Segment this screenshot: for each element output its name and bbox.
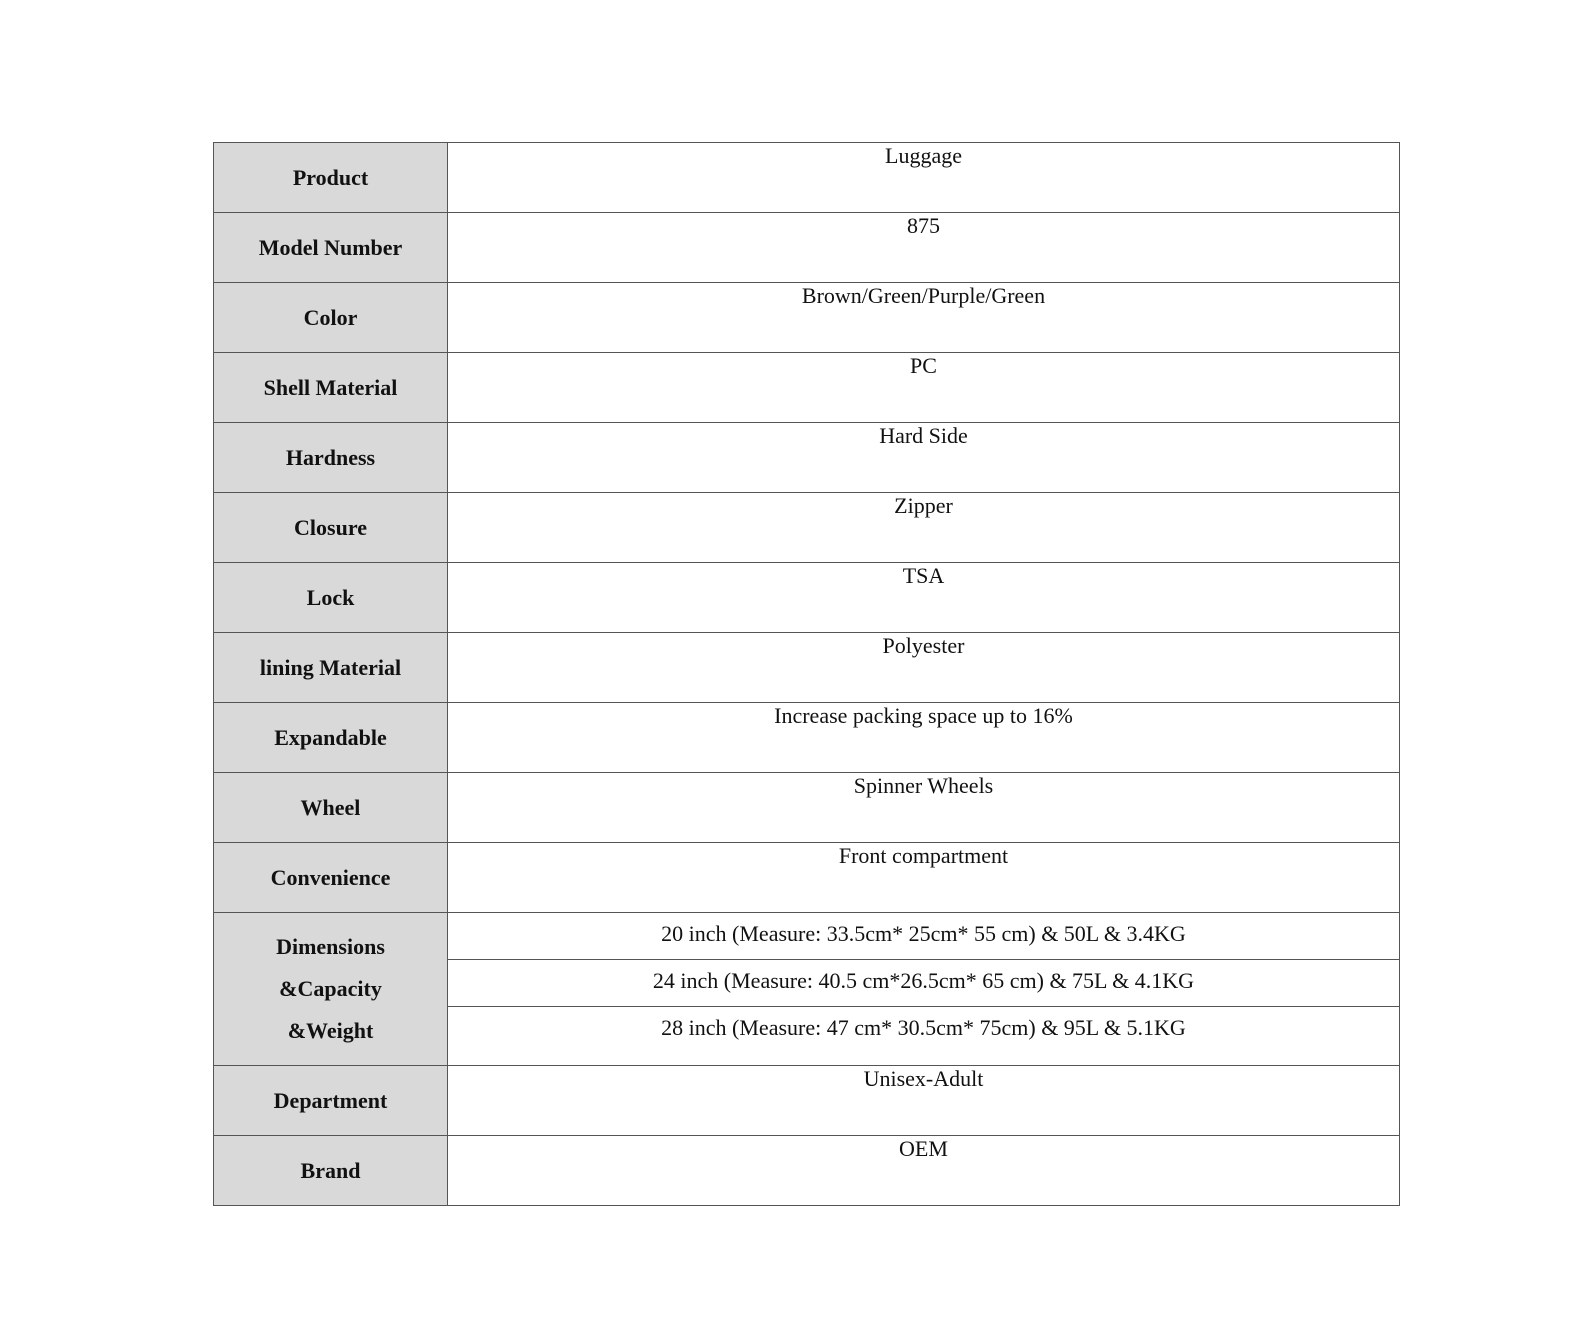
row-label: Color [214, 283, 448, 353]
dimensions-label-line: Dimensions [276, 934, 385, 959]
row-value: OEM [448, 1136, 1400, 1206]
table-row [214, 143, 1400, 213]
row-value: Hard Side [448, 423, 1400, 493]
row-label: Expandable [214, 703, 448, 773]
dimensions-value-28: 28 inch (Measure: 47 cm* 30.5cm* 75cm) & 95L & 5.1KG [448, 1007, 1400, 1066]
row-label: Department [214, 1066, 448, 1136]
table-row [214, 493, 1400, 563]
row-value: Unisex-Adult [448, 1066, 1400, 1136]
table-row [214, 843, 1400, 913]
table-row [214, 423, 1400, 493]
row-label: Wheel [214, 773, 448, 843]
row-value: 875 [448, 213, 1400, 283]
row-label: Hardness [214, 423, 448, 493]
row-label: Brand [214, 1136, 448, 1206]
row-value: Polyester [448, 633, 1400, 703]
dimensions-value-20: 20 inch (Measure: 33.5cm* 25cm* 55 cm) & 50L & 3.4KG [448, 913, 1400, 960]
spec-table [213, 142, 1400, 1206]
table-row [214, 1136, 1400, 1206]
row-value: Front compartment [448, 843, 1400, 913]
row-value: Luggage [448, 143, 1400, 213]
row-value: TSA [448, 563, 1400, 633]
table-row [214, 633, 1400, 703]
row-label: Convenience [214, 843, 448, 913]
dimensions-label-line: &Weight [287, 1018, 374, 1043]
dimensions-row [214, 913, 1400, 960]
row-value: Zipper [448, 493, 1400, 563]
row-value: Increase packing space up to 16% [448, 703, 1400, 773]
table-row [214, 563, 1400, 633]
row-label: Product [214, 143, 448, 213]
row-value: PC [448, 353, 1400, 423]
row-value: Brown/Green/Purple/Green [448, 283, 1400, 353]
table-row [214, 703, 1400, 773]
dimensions-value-24: 24 inch (Measure: 40.5 cm*26.5cm* 65 cm) & 75L & 4.1KG [448, 960, 1400, 1007]
table-row [214, 773, 1400, 843]
row-label: Model Number [214, 213, 448, 283]
table-row [214, 213, 1400, 283]
row-label: lining Material [214, 633, 448, 703]
dimensions-label-line: &Capacity [279, 976, 382, 1001]
row-label: Closure [214, 493, 448, 563]
dimensions-label [214, 913, 448, 1066]
row-label: Lock [214, 563, 448, 633]
table-row [214, 353, 1400, 423]
row-label: Shell Material [214, 353, 448, 423]
table-row [214, 283, 1400, 353]
row-value: Spinner Wheels [448, 773, 1400, 843]
table-row [214, 1066, 1400, 1136]
